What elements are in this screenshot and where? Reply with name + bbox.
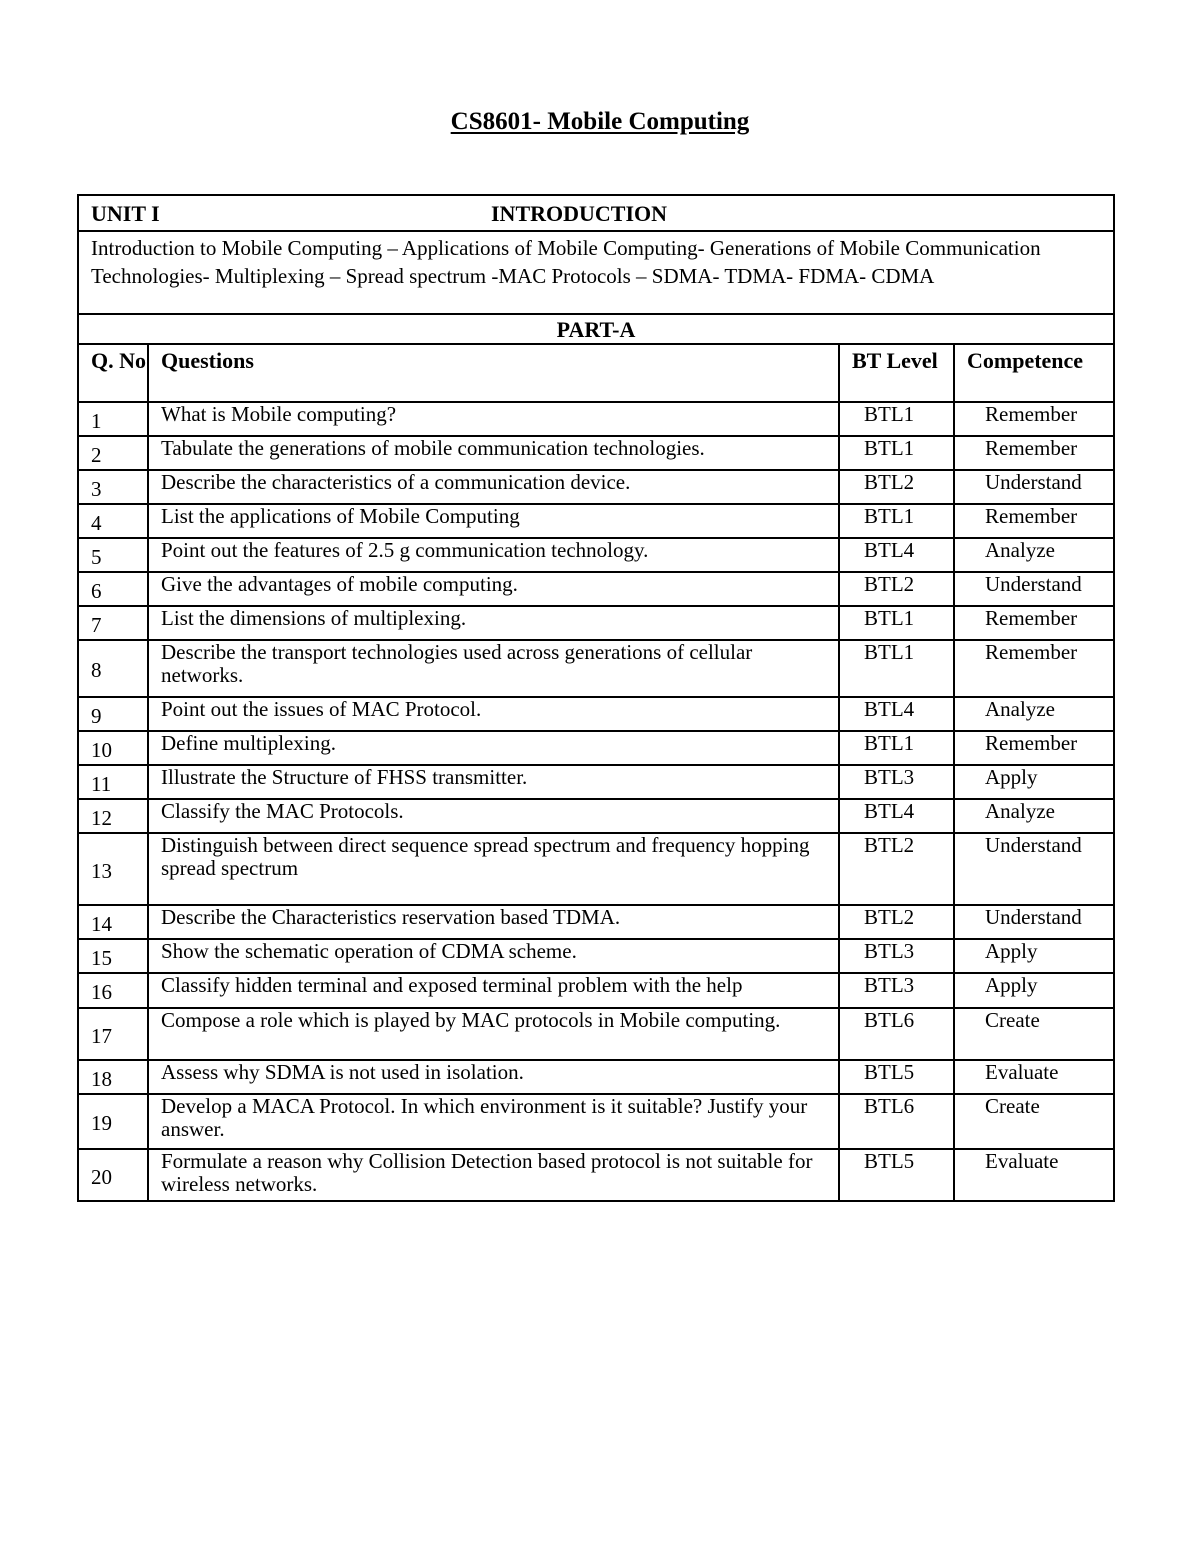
bt-level: BTL3 <box>839 939 954 973</box>
bt-level: BTL1 <box>839 436 954 470</box>
competence: Evaluate <box>954 1149 1114 1201</box>
question-text: What is Mobile computing? <box>148 402 839 436</box>
bt-level: BTL4 <box>839 538 954 572</box>
bt-level: BTL4 <box>839 697 954 731</box>
bt-level: BTL1 <box>839 731 954 765</box>
question-number: 10 <box>78 731 148 765</box>
question-number: 14 <box>78 905 148 939</box>
competence: Remember <box>954 606 1114 640</box>
table-row <box>78 833 1114 905</box>
bt-level: BTL2 <box>839 905 954 939</box>
question-text: Classify the MAC Protocols. <box>148 799 839 833</box>
table-row <box>78 640 1114 697</box>
question-text: Illustrate the Structure of FHSS transmitter. <box>148 765 839 799</box>
question-number: 1 <box>78 402 148 436</box>
competence: Remember <box>954 402 1114 436</box>
question-number: 20 <box>78 1149 148 1201</box>
table-row <box>78 1008 1114 1060</box>
question-text: Distinguish between direct sequence spread spectrum and frequency hopping spread spectrum <box>148 833 839 905</box>
question-number: 3 <box>78 470 148 504</box>
question-number: 11 <box>78 765 148 799</box>
question-text: Classify hidden terminal and exposed terminal problem with the help <box>148 973 839 1008</box>
bt-level: BTL4 <box>839 799 954 833</box>
question-number: 8 <box>78 640 148 697</box>
competence: Apply <box>954 939 1114 973</box>
competence: Analyze <box>954 697 1114 731</box>
question-text: Describe the characteristics of a communication device. <box>148 470 839 504</box>
question-text: List the dimensions of multiplexing. <box>148 606 839 640</box>
unit-label: UNIT I <box>91 200 160 226</box>
table-row <box>78 973 1114 1008</box>
competence: Remember <box>954 436 1114 470</box>
table-row <box>78 1149 1114 1201</box>
bt-level: BTL6 <box>839 1094 954 1149</box>
question-text: Define multiplexing. <box>148 731 839 765</box>
competence: Remember <box>954 640 1114 697</box>
question-text: Point out the issues of MAC Protocol. <box>148 697 839 731</box>
table-row <box>78 697 1114 731</box>
bt-level: BTL1 <box>839 504 954 538</box>
competence: Remember <box>954 504 1114 538</box>
bt-level: BTL6 <box>839 1008 954 1060</box>
question-text: Give the advantages of mobile computing. <box>148 572 839 606</box>
unit-name: INTRODUCTION <box>491 200 668 226</box>
table-row <box>78 606 1114 640</box>
bt-level: BTL2 <box>839 833 954 905</box>
question-number: 15 <box>78 939 148 973</box>
table-row <box>78 799 1114 833</box>
question-text: Describe the transport technologies used across generations of cellular networks. <box>148 640 839 697</box>
competence: Analyze <box>954 538 1114 572</box>
table-row <box>78 765 1114 799</box>
question-number: 18 <box>78 1060 148 1094</box>
table-row <box>78 572 1114 606</box>
question-number: 17 <box>78 1008 148 1060</box>
part-row <box>78 314 1114 344</box>
question-number: 7 <box>78 606 148 640</box>
header-competence: Competence <box>954 344 1114 402</box>
question-text: Formulate a reason why Collision Detection based protocol is not suitable for wireless networks. <box>148 1149 839 1201</box>
competence: Understand <box>954 833 1114 905</box>
question-text: Show the schematic operation of CDMA scheme. <box>148 939 839 973</box>
table-row <box>78 402 1114 436</box>
table-row <box>78 905 1114 939</box>
header-bt-level: BT Level <box>839 344 954 402</box>
question-text: List the applications of Mobile Computing <box>148 504 839 538</box>
competence: Apply <box>954 765 1114 799</box>
question-number: 4 <box>78 504 148 538</box>
syllabus-text: Introduction to Mobile Computing – Applications of Mobile Computing- Generations of Mobile Communication Technologies- Multiplexing – Spread spectrum -MAC Protocols – SDMA- TDMA- FDMA- CDMA <box>78 231 1114 314</box>
competence: Create <box>954 1008 1114 1060</box>
header-questions: Questions <box>148 344 839 402</box>
bt-level: BTL2 <box>839 470 954 504</box>
table-row <box>78 939 1114 973</box>
table-row <box>78 1060 1114 1094</box>
competence: Understand <box>954 905 1114 939</box>
competence: Understand <box>954 470 1114 504</box>
competence: Remember <box>954 731 1114 765</box>
competence: Evaluate <box>954 1060 1114 1094</box>
bt-level: BTL1 <box>839 606 954 640</box>
table-row <box>78 470 1114 504</box>
table-row <box>78 504 1114 538</box>
bt-level: BTL3 <box>839 765 954 799</box>
question-number: 16 <box>78 973 148 1008</box>
question-number: 2 <box>78 436 148 470</box>
question-number: 13 <box>78 833 148 905</box>
part-label: PART-A <box>78 314 1114 344</box>
question-table <box>77 194 1115 1202</box>
bt-level: BTL5 <box>839 1060 954 1094</box>
question-text: Point out the features of 2.5 g communication technology. <box>148 538 839 572</box>
bt-level: BTL1 <box>839 640 954 697</box>
question-text: Develop a MACA Protocol. In which environment is it suitable? Justify your answer. <box>148 1094 839 1149</box>
question-number: 19 <box>78 1094 148 1149</box>
bt-level: BTL5 <box>839 1149 954 1201</box>
bt-level: BTL3 <box>839 973 954 1008</box>
competence: Apply <box>954 973 1114 1008</box>
table-row <box>78 731 1114 765</box>
question-text: Compose a role which is played by MAC protocols in Mobile computing. <box>148 1008 839 1060</box>
syllabus-row <box>78 231 1114 314</box>
table-header-row <box>78 344 1114 402</box>
bt-level: BTL2 <box>839 572 954 606</box>
header-qno: Q. No <box>78 344 148 402</box>
question-text: Assess why SDMA is not used in isolation. <box>148 1060 839 1094</box>
question-number: 5 <box>78 538 148 572</box>
competence: Create <box>954 1094 1114 1149</box>
unit-header-row <box>78 195 1114 231</box>
question-text: Describe the Characteristics reservation based TDMA. <box>148 905 839 939</box>
question-number: 12 <box>78 799 148 833</box>
table-row <box>78 538 1114 572</box>
competence: Analyze <box>954 799 1114 833</box>
question-text: Tabulate the generations of mobile communication technologies. <box>148 436 839 470</box>
table-row <box>78 436 1114 470</box>
competence: Understand <box>954 572 1114 606</box>
bt-level: BTL1 <box>839 402 954 436</box>
question-number: 9 <box>78 697 148 731</box>
question-number: 6 <box>78 572 148 606</box>
table-row <box>78 1094 1114 1149</box>
page-title: CS8601- Mobile Computing <box>450 108 750 135</box>
